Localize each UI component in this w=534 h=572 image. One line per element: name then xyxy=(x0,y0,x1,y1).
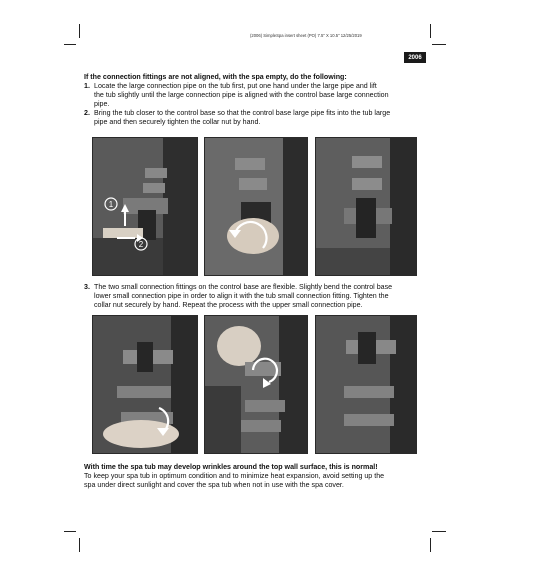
print-info: (2006) SimpleSpa insert sheet (PO) 7.5" X 10.5" 12/25/2019 xyxy=(250,33,362,38)
note-heading: With time the spa tub may develop wrinkles around the top wall surface, this is normal! xyxy=(84,463,378,471)
section-heading: If the connection fittings are not aligned, with the spa empty, do the following: xyxy=(84,73,347,81)
photo-marker-1: 1 xyxy=(108,200,114,209)
photo-align-large-pipe xyxy=(92,137,198,276)
step-line: The two small connection fittings on the control base are flexible. Slightly bend the control base xyxy=(94,283,393,291)
step-line: Locate the large connection pipe on the tub first, put one hand under the large pipe and lift xyxy=(94,82,377,90)
photo-tighten-collar xyxy=(204,137,308,276)
photo-bend-lower-pipe xyxy=(92,315,198,454)
crop-mark xyxy=(430,538,431,552)
step-number: 2. xyxy=(84,109,90,117)
photo-both-connected xyxy=(315,315,417,454)
step-2 xyxy=(84,109,424,127)
step-line: Bring the tub closer to the control base so that the control base large pipe fits into the tub large xyxy=(94,109,391,117)
step-1 xyxy=(84,82,424,109)
crop-mark xyxy=(64,44,76,45)
crop-mark xyxy=(79,24,80,38)
step-line: pipe and then securely tighten the collar nut by hand. xyxy=(94,117,261,126)
crop-mark xyxy=(64,531,76,532)
step-line: pipe. xyxy=(94,99,110,108)
crop-mark xyxy=(432,44,446,45)
photo-marker-2: 2 xyxy=(138,240,144,249)
step-number: 3. xyxy=(84,283,90,291)
step-line: lower small connection pipe in order to align it with the tub small connection fitting. Tighten the xyxy=(94,291,389,300)
crop-mark xyxy=(79,538,80,552)
photo-connected-pipe xyxy=(315,137,417,276)
photo-tighten-lower-collar xyxy=(204,315,308,454)
step-3 xyxy=(84,283,429,310)
crop-mark xyxy=(432,531,446,532)
step-line: the tub slightly until the large connection pipe is aligned with the control base large connection xyxy=(94,90,389,99)
note-line: spa under direct sunlight and cover the spa tub when not in use with the spa cover. xyxy=(84,481,344,489)
model-badge: 2006 xyxy=(404,52,426,63)
note-line: To keep your spa tub in optimum condition and to minimize heat expansion, avoid setting up the xyxy=(84,472,385,480)
step-number: 1. xyxy=(84,82,90,90)
step-line: collar nut securely by hand. Repeat the process with the upper small connection pipe. xyxy=(94,300,363,309)
